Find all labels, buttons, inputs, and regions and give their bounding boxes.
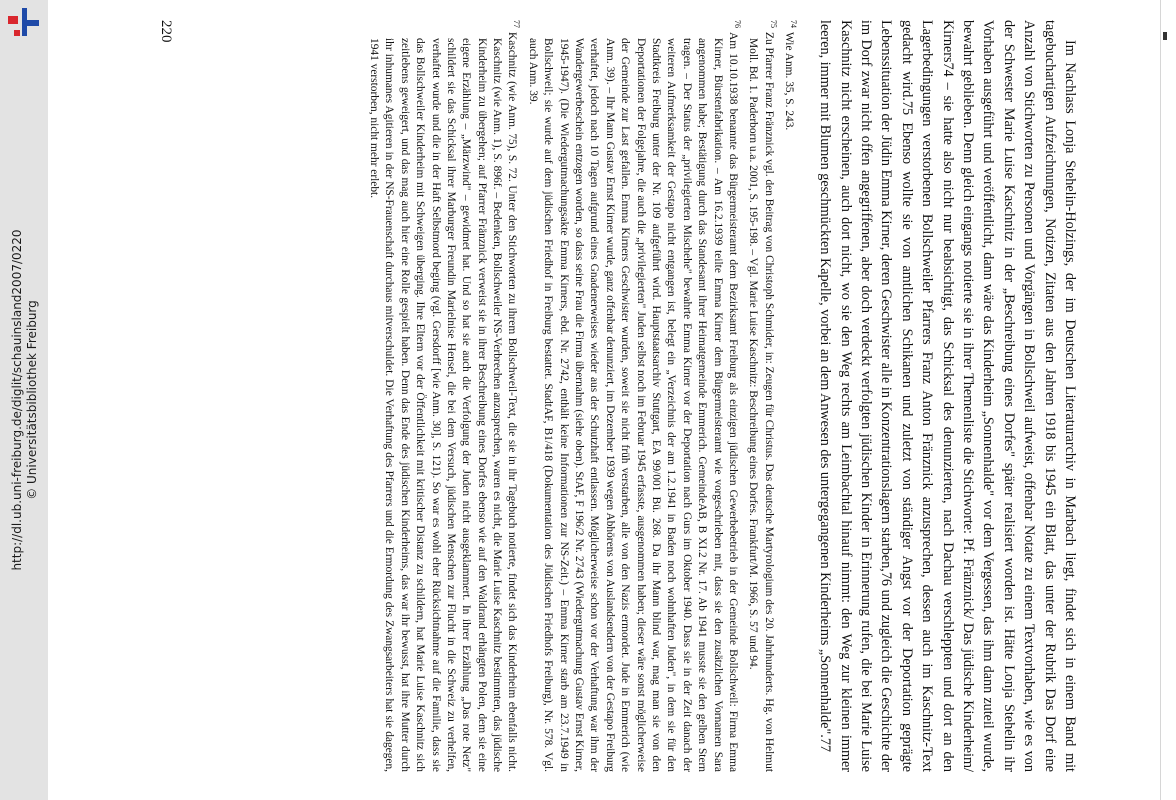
footnote xyxy=(745,20,781,772)
page-edge xyxy=(1160,0,1173,800)
page-number: 220 xyxy=(158,20,174,43)
source-url-link[interactable]: http://dl.ub.uni-freiburg.de/diglit/schauinsland2007/0220 xyxy=(10,229,24,571)
footnote xyxy=(781,20,801,772)
sidebar-caption xyxy=(10,10,40,790)
footnote xyxy=(366,20,525,772)
footnote-number: 77 xyxy=(512,20,522,28)
footnote-number: 74 xyxy=(788,20,798,28)
viewer-sidebar xyxy=(0,0,48,800)
footnote-text: Wie Anm. 35, S. 243. xyxy=(782,32,795,131)
footnote-text: Kaschnitz (wie Anm. 75), S. 72. Unter den Stichworten zu ihrem Bollschweil-Text, die sie in ihr Tagebuch notierte, findet sich das Kinderheim ebenfalls nicht. Kaschnitz (wie Anm. 1), S. 896f. – Bedenken, Bollschweiler NS-Verbrechen anzusprechen, waren es nicht, die Marie Luise Kaschnitz bestimmten, das jüdische Kinderheim zu übergehen; auf Pfarrer Fränznick verweist sie in ihrer Beschreibung eines Dorfes ebenso wie auf den Waldrand erhängten Polen, dem sie eine eigene Erzählung – „Märzwind" – gewidmet hat. Und so hat sie auch die Verfolgung der Juden nicht ausgeklammert. In ihrer Erzählung „Das rote Netz" schildert sie das Schicksal ihrer Marburger Freundin Marielnise Hensel, die bei dem Versuch, jüdischen Menschen zur Flucht in die Schweiz zu verhelfen, verhaftet wurde und die in der Haft Selbstmord beging (vgl. Gersdorff [wie Anm. 30], S. 121). So war es wohl eher Rücksichtnahme auf die Familie, dass sie das Bollschweiler Kinderheim mit Schweigen überging. Ihre Eltern vor der Öffentlichkeit mit kritischer Distanz zu schildern, hat Marie Luise Kaschnitz sich zeitlebens geweigert, und das mag auch hier eine Rolle gespielt haben. Denn das Ende des jüdischen Kinderheims, das war ihr bewusst, hat ihre Mutter durch ihr inhumanes Agitieren in der NS-Frauenschaft durchaus mitverschuldet. Die Verhaftung des Pfarrers und die Ermordung des Zwangsarbeiters hat sie dagegen, 1941 verstorben, nicht mehr erlebt. xyxy=(367,32,519,772)
footnote-text: Am 10.10.1938 benannte das Bürgermeisteramt dem Bezirksamt Freiburg als einzigen jüdischen Gewerbebetrieb in der Gemeinde Bollschweil: Firma Emma Kirner, Bürstenfabrikation. – Am 16.2.1939 teilte Emma Kirner dem Bürgermeisteramt wie vorgeschrieben mit, dass sie den zusätzlichen Vornamen Sara angenommen habe; Bestätigung durch das Standesamt ihrer Heimatgemeinde Emmerich. GemeindeAB, B XI.2 Nr. 17. Ab 1941 musste sie den gelben Stern tragen. – Der Status der „privilegierten Mischehe" bewahrte Emma Kirner vor der Deportation nach Gurs im Oktober 1940. Dass sie in der Zeit danach der weiteren Aufmerksamkeit der Gestapo nicht entgangen ist, belegt ein „Verzeichnis der am 1.2.1941 in Baden noch wohnhaften Juden", in dem sie für den Stadtkreis Freiburg unter der Nr. 109 aufgeführt wird. Hauptstaatsarchiv Stuttgart, EA 99/001 Bü. 268. Da ihr Mann blind war, mag man sie von den Deportationen der Folgejahre, die auch die „privilegierten" Juden selbst noch im Februar 1945 erfasste, ausgenommen haben; dieser wäre sonst möglicherweise der Gemeinde zur Last gefallen. Emma Kirners Geschwister wurden, soweit sie nicht früh verstarben, alle von den Nazis ermordet. Jude in Emmerich (wie Anm. 39). – Ihr Mann Gustav Ernst Kirner wurde, ganz offenbar denunziert, im Dezember 1939 wegen Abhörens von Auslandsendern von der Gestapo Freiburg verhaftet, jedoch nach 10 Tagen aufgrund eines Gnadenerweises wieder aus der Schutzhaft entlassen. Möglicherweise schon vor der Verhaftung war ihm der Wandergewerbeschein entzogen worden, so dass seine Frau die Firma übernahm (siehe oben). StAF, F 196/2 Nr. 2743 (Wiedergutmachung Gustav Ernst Kirner, 1945-1947). (Die Wiedergutmachungsakte Emma Kirners, ebd. Nr. 2742, enthält keine Informationen zur NS-Zeit.) – Emma Kirner starb am 23.7.1949 in Bollschweil; sie wurde auf dem jüdischen Friedhof in Freiburg bestattet. StadtAF, B1/418 (Dokumentation des Jüdischen Friedhofs Freiburg), Nr. 578. Vgl. auch Anm. 39. xyxy=(526,32,740,772)
footnote-number: 75 xyxy=(768,20,778,28)
body-paragraph: Im Nachlass Lonja Stehelin-Holzings, der im Deutschen Literaturarchiv in Marbach liegt, findet sich in einem Band mit tagebuchartigen Aufzeichnungen, Notizen, Zitaten aus den Jahren 1918 bis 1945 ein Blatt, das unter der Rubrik Das Dorf eine Anzahl von Stichworten zu Personen und Vorgängen in Bollschweil aufweist, offenbar Notate zu einem Textvorhaben, wie es von der Schwester Marie Luise Kaschnitz in der „Beschreibung eines Dorfes" später realisiert worden ist. Hätte Lonja Stehelin ihr Vorhaben ausgeführt und veröffentlicht, dann wäre das Kinderheim „Sonnenhalde" vor dem Vergessen, das ihm dann zuteil wurde, bewahrt geblieben. Denn gleich eingangs notierte sie in ihrer Themenliste die Stichworte: Pf. Fränznick/ Das jüdische Kinderheim/ Kirners74 – sie hatte also nicht nur beabsichtigt, das Schicksal des denunzierten, nach Dachau verschleppten und dort an den Lagerbedingungen verstorbenen Bollschweiler Pfarrers Franz Anton Fränznick anzusprechen, dessen auch im Kaschnitz-Text gedacht wird.75 Ebenso wollte sie von amtlichen Schikanen und zuletzt von ständiger Angst vor der Deportation geprägte Lebenssituation der Jüdin Emma Kirner, deren Geschwister alle in Konzentrationslagern starben,76 und zugleich die Geschichte der im Dorf zwar nicht offen angegriffenen, aber doch verdeckt verfolgten jüdischen Kinder in Erinnerung rufen, die bei Marie Luise Kaschnitz nicht erscheinen, auch dort nicht, wo sie den Weg rechts am Leimbachtal hinauf nimmt: den Weg zur kleinen immer leeren, immer mit Blumen geschmückten Kapelle, vorbei an dem Anwesen des untergegangenen Kinderheims „Sonnenhalde".77 xyxy=(817,20,1078,772)
footnote-number: 76 xyxy=(732,20,742,28)
footnote-text: Zu Pfarrer Franz Fränznick vgl. den Beitrag von Christoph Schmider, in: Zeugen für Christus. Das deutsche Martyrologium des 20. Jahrhunderts. Hg. von Helmut Moll. Bd. 1. Paderborn u.a. 2001, S. 195-198. – Vgl. Marie Luise Kaschnitz: Beschreibung eines Dorfes. Frankfurt/M. 1966, S. 57 und 94. xyxy=(747,32,775,772)
footnote xyxy=(524,20,744,772)
footnotes xyxy=(366,20,801,772)
copyright-text: © Universitätsbibliothek Freiburg xyxy=(25,300,39,500)
rotated-page-content xyxy=(90,20,1080,772)
scan-mark xyxy=(1163,32,1167,40)
